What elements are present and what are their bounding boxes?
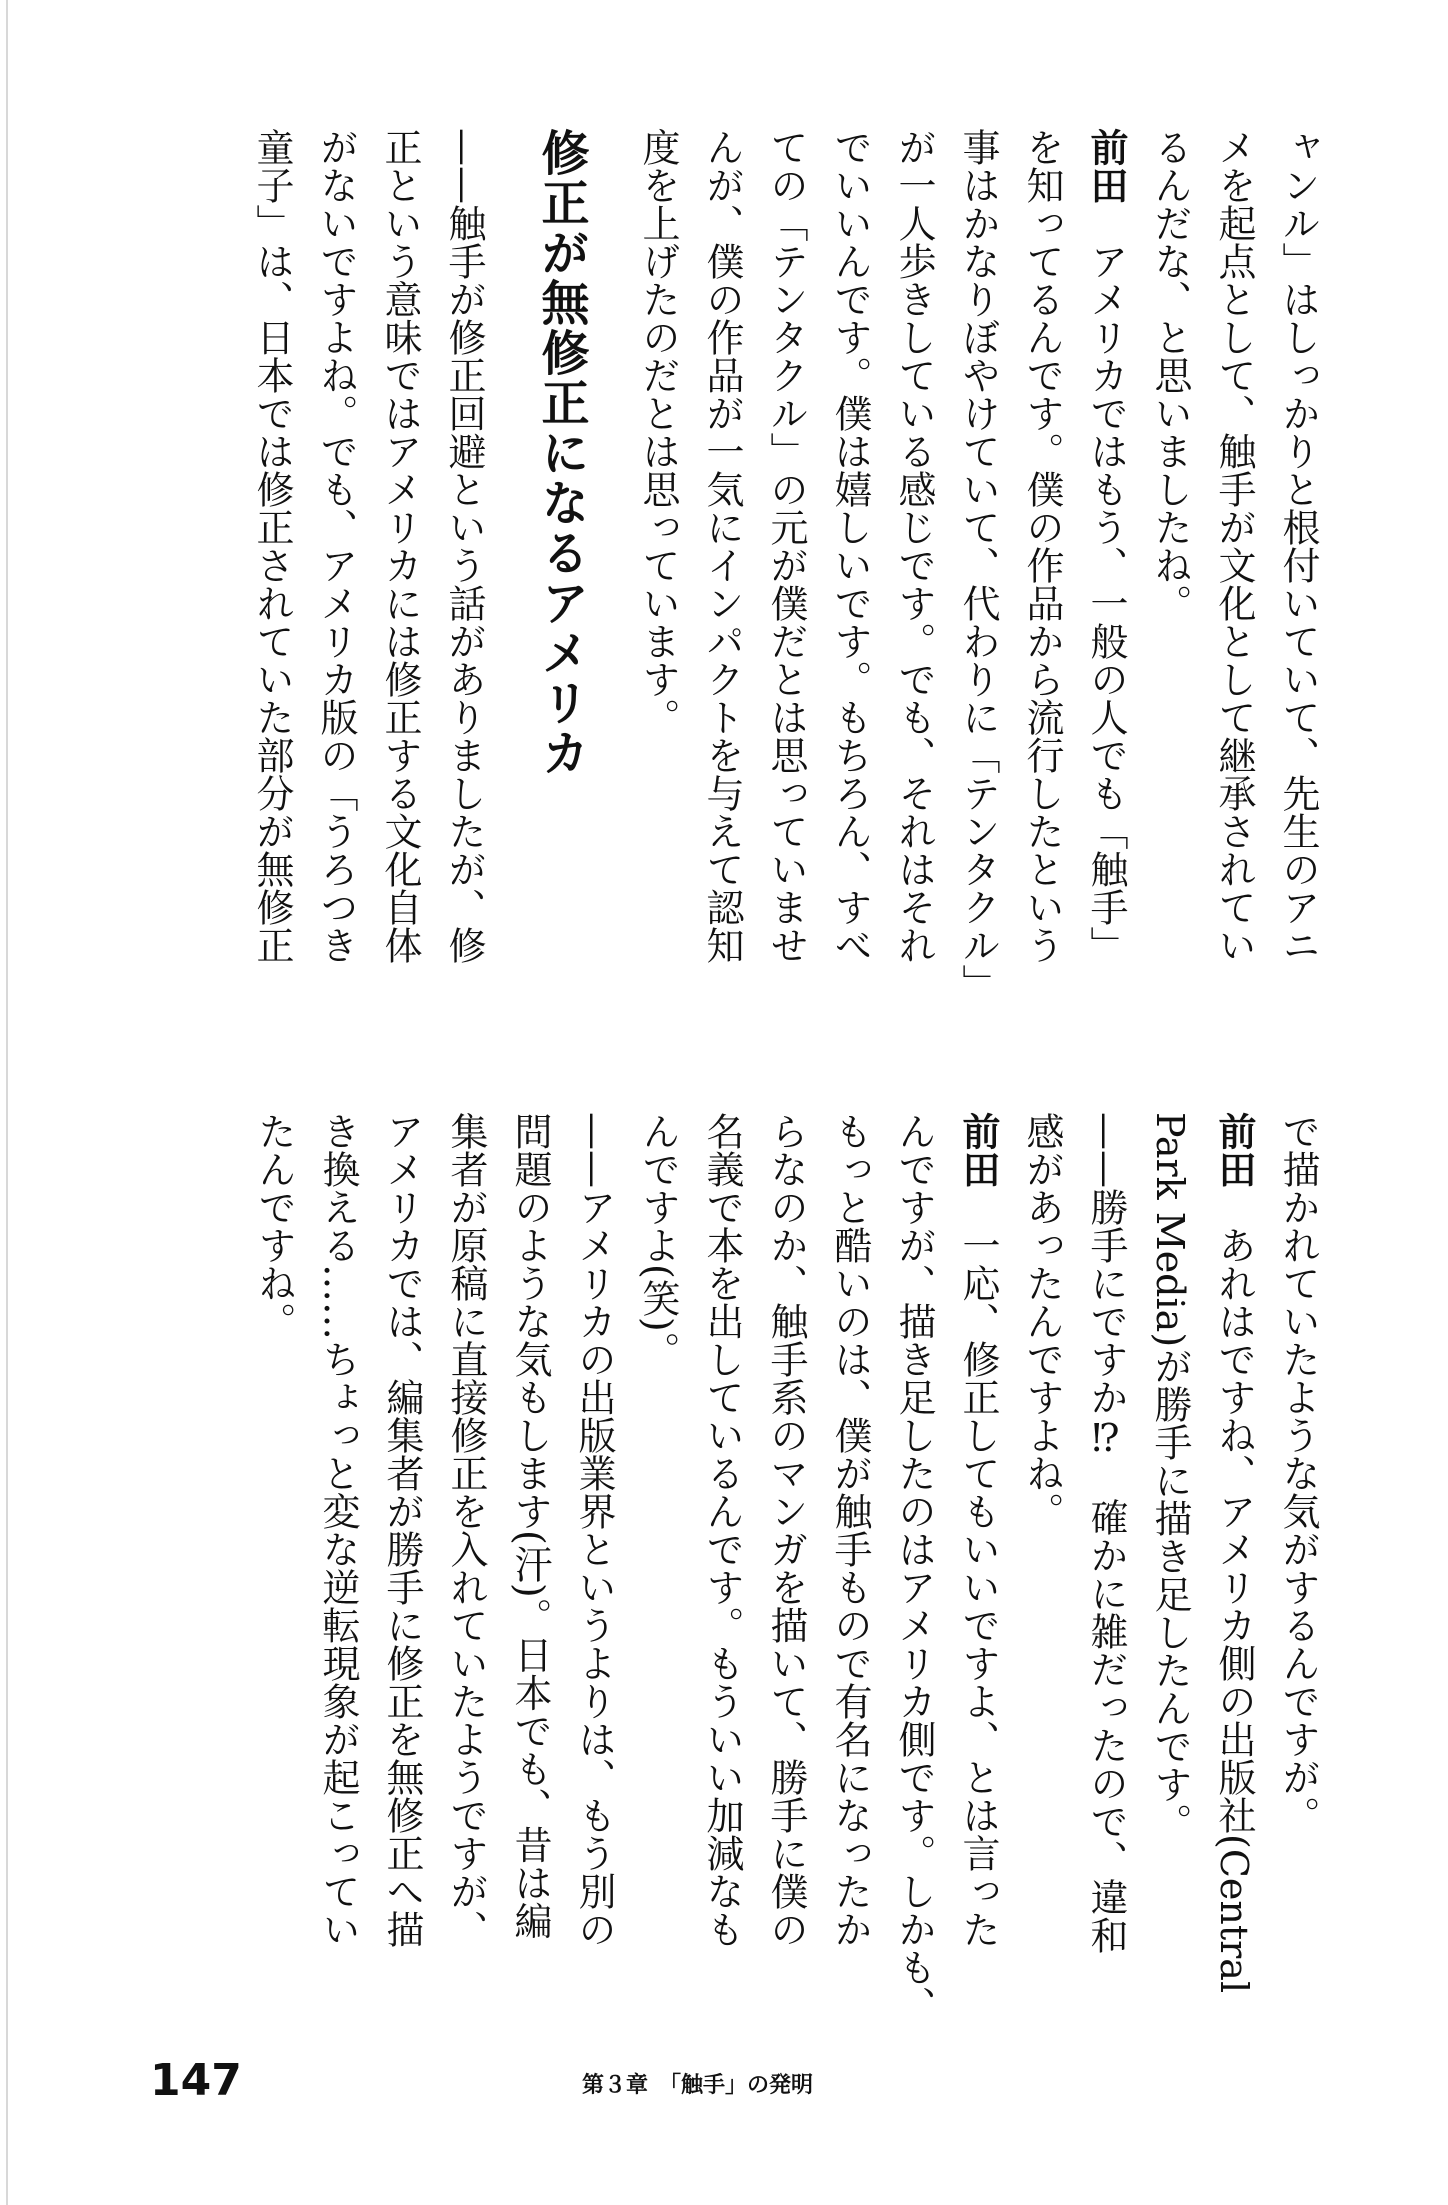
line-text: 感があったんですよね。 <box>1020 1112 1064 1530</box>
text-line <box>242 1112 306 2012</box>
text-line <box>626 128 690 1028</box>
text-line <box>754 128 818 1028</box>
line-text: でいいんです。僕は嬉しいです。もちろん、すべ <box>828 128 872 964</box>
text-line <box>626 1112 690 2012</box>
speaker-name: 前田 <box>1212 1112 1256 1188</box>
text-line <box>1074 1112 1138 2012</box>
line-text: き換える……ちょっと変な逆転現象が起こってい <box>316 1112 360 1948</box>
line-text: で描かれていたような気がするんですが。 <box>1276 1112 1320 1834</box>
line-text: もっと酷いのは、僕が触手もので有名になったか <box>828 1112 872 1948</box>
text-line <box>434 1112 498 2012</box>
section-heading: 修正が無修正になるアメリカ <box>533 128 589 778</box>
text-line <box>882 128 946 1028</box>
line-text: アメリカではもう、一般の人でも「触手」 <box>1084 242 1128 964</box>
text-line <box>946 1112 1010 2012</box>
speaker-name: 前田 <box>1084 128 1128 204</box>
text-line <box>368 128 432 1028</box>
text-line <box>818 1112 882 2012</box>
text-line <box>1010 128 1074 1028</box>
line-text: 度を上げたのだとは思っています。 <box>636 128 680 736</box>
page-edge <box>6 0 8 2205</box>
line-text: んが、僕の作品が一気にインパクトを与えて認知 <box>700 128 744 964</box>
line-text: 童子」は、日本では修正されていた部分が無修正 <box>250 128 294 964</box>
text-line <box>690 128 754 1028</box>
text-line <box>562 1112 626 2012</box>
line-text: らなのか、触手系のマンガを描いて、勝手に僕の <box>764 1112 808 1948</box>
text-line <box>1266 128 1330 1028</box>
line-text: メを起点として、触手が文化として継承されてい <box>1212 128 1256 964</box>
text-line <box>690 1112 754 2012</box>
line-text: ——勝手にですか⁉ 確かに雑だったので、違和 <box>1084 1112 1128 1954</box>
text-line <box>882 1112 946 2024</box>
text-line <box>432 128 496 1028</box>
line-text: 集者が原稿に直接修正を入れていたようですが、 <box>444 1112 488 1948</box>
line-text: あれはですね、アメリカ側の出版社(Central <box>1212 1226 1256 1994</box>
text-line <box>818 128 882 1028</box>
line-text: 一応、修正してもいいですよ、とは言った <box>956 1226 1000 1948</box>
line-text: を知ってるんです。僕の作品から流行したという <box>1020 128 1064 964</box>
line-text: んですよ(笑)。 <box>636 1112 680 1370</box>
line-text: 問題のような気もします(汗)。日本でも、昔は編 <box>508 1112 552 1940</box>
running-chapter-title: 第３章 「触手」の発明 <box>582 2073 814 2098</box>
line-text: 名義で本を出しているんです。もういい加減なも <box>700 1112 744 1948</box>
text-line <box>1074 128 1138 1028</box>
line-text: 正という意味ではアメリカには修正する文化自体 <box>378 128 422 964</box>
line-text: 事はかなりぼやけていて、代わりに「テンタクル」 <box>956 128 1000 1002</box>
text-line <box>304 128 368 1028</box>
text-line <box>370 1112 434 2012</box>
text-line <box>1010 1112 1074 2012</box>
text-line <box>306 1112 370 2012</box>
text-line <box>498 1112 562 2012</box>
text-line <box>1202 1112 1266 2012</box>
line-text: たんですね。 <box>252 1112 296 1340</box>
text-line <box>1138 128 1202 1028</box>
text-line <box>240 128 304 1028</box>
line-text: ての「テンタクル」の元が僕だとは思っていませ <box>764 128 808 964</box>
text-line <box>1266 1112 1330 2012</box>
text-line <box>754 1112 818 2012</box>
line-text: んですが、描き足したのはアメリカ側です。しかも、 <box>892 1112 936 2024</box>
line-text: ——アメリカの出版業界というよりは、もう別の <box>572 1112 616 1948</box>
text-line <box>1138 1112 1202 2012</box>
lower-text-block <box>242 1112 1330 2024</box>
page-number: 147 <box>150 2055 242 2106</box>
text-line <box>1202 128 1266 1028</box>
upper-text-block <box>240 128 1330 1028</box>
line-text: が一人歩きしている感じです。でも、それはそれ <box>892 128 936 964</box>
line-text: ャンル」はしっかりと根付いていて、先生のアニ <box>1276 128 1320 964</box>
line-text: るんだな、と思いましたね。 <box>1148 128 1192 622</box>
speaker-name: 前田 <box>956 1112 1000 1188</box>
line-text: ——触手が修正回避という話がありましたが、修 <box>442 128 486 964</box>
text-line <box>946 128 1010 1028</box>
line-text: Park Media)が勝手に描き足したんです。 <box>1148 1112 1192 1842</box>
line-text: がないですよね。でも、アメリカ版の「うろつき <box>314 128 358 964</box>
line-text: アメリカでは、編集者が勝手に修正を無修正へ描 <box>380 1112 424 1948</box>
